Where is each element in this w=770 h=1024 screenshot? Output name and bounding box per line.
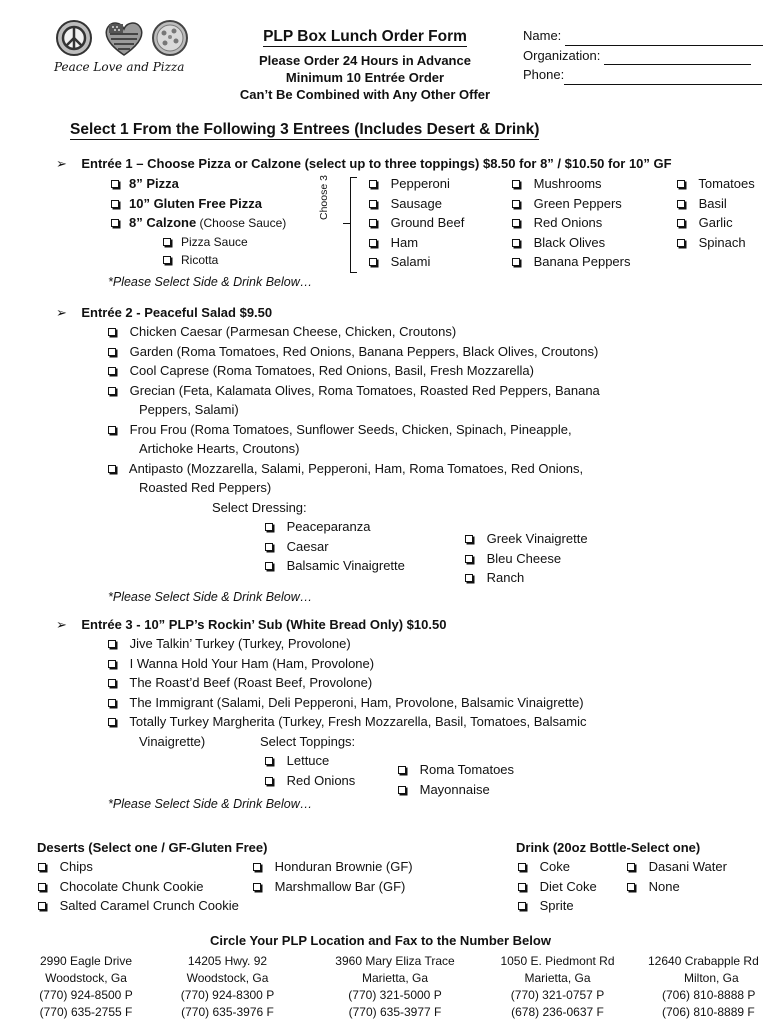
- bullet-arrow-icon: ➢: [56, 156, 67, 171]
- location-5[interactable]: [644, 953, 770, 1021]
- topping-item[interactable]: Spinach: [677, 233, 755, 253]
- desert-item[interactable]: Salted Caramel Crunch Cookie: [38, 896, 239, 916]
- location-phone: (770) 924-8300 P: [180, 988, 275, 1002]
- deserts-right: [253, 857, 413, 896]
- toppings-col1: [369, 174, 464, 272]
- name-label: Name:: [523, 28, 562, 43]
- location-phone: (770) 321-0757 P: [510, 988, 605, 1002]
- location-city: Woodstock, Ga: [186, 971, 269, 985]
- checkbox[interactable]: [518, 863, 526, 871]
- topping-item[interactable]: Basil: [677, 194, 755, 214]
- location-fax: (770) 635-3976 F: [181, 1005, 274, 1019]
- option-8in-calzone[interactable]: 8” Calzone (Choose Sauce): [111, 213, 286, 233]
- checkbox[interactable]: [111, 219, 119, 227]
- checkbox[interactable]: [111, 200, 119, 208]
- checkbox[interactable]: [518, 883, 526, 891]
- checkbox[interactable]: [512, 258, 520, 266]
- drinks-left: [518, 857, 597, 916]
- organization-field[interactable]: [604, 52, 751, 65]
- desert-item[interactable]: Marshmallow Bar (GF): [253, 877, 413, 897]
- topping-item[interactable]: Garlic: [677, 213, 755, 233]
- salad-item[interactable]: Chicken Caesar (Parmesan Cheese, Chicken, Croutons): [108, 322, 600, 342]
- salad-list: [108, 322, 600, 498]
- checkbox[interactable]: [108, 679, 116, 687]
- checkbox[interactable]: [265, 777, 273, 785]
- checkbox[interactable]: [465, 574, 473, 582]
- checkbox[interactable]: [108, 718, 116, 726]
- toppings-brace-tick: [343, 223, 350, 224]
- checkbox[interactable]: [398, 766, 406, 774]
- name-field[interactable]: [565, 33, 763, 46]
- dressings-right: [465, 529, 588, 588]
- checkbox[interactable]: [465, 535, 473, 543]
- checkbox[interactable]: [677, 239, 685, 247]
- choose-3-label: Choose 3: [318, 175, 330, 220]
- pizza-icon: [150, 18, 190, 58]
- select-heading: Select 1 From the Following 3 Entrees (Includes Desert & Drink): [70, 121, 540, 138]
- form-title: PLP Box Lunch Order Form: [263, 28, 467, 45]
- salad-item-cont: Peppers, Salami): [139, 402, 239, 417]
- checkbox[interactable]: [512, 180, 520, 188]
- checkbox[interactable]: [38, 863, 46, 871]
- checkbox[interactable]: [369, 258, 377, 266]
- toppings-col3: [677, 174, 755, 252]
- drinks-heading: Drink (20oz Bottle-Select one): [516, 840, 701, 855]
- minimum-order: Minimum 10 Entrée Order: [285, 70, 445, 85]
- topping-item[interactable]: Red Onions: [512, 213, 630, 233]
- organization-label: Organization:: [523, 47, 601, 63]
- topping-item[interactable]: Green Peppers: [512, 194, 630, 214]
- checkbox[interactable]: [38, 902, 46, 910]
- topping-item[interactable]: Tomatoes: [677, 174, 755, 194]
- logo: [52, 18, 202, 80]
- checkbox[interactable]: [38, 883, 46, 891]
- checkbox[interactable]: [163, 238, 171, 246]
- checkbox[interactable]: [108, 465, 116, 473]
- checkbox[interactable]: [253, 863, 261, 871]
- topping-item[interactable]: Mushrooms: [512, 174, 630, 194]
- location-city: Milton, Ga: [684, 971, 739, 985]
- bullet-arrow-icon: ➢: [56, 305, 67, 320]
- location-fax: (770) 635-2755 F: [39, 1005, 133, 1019]
- location-2[interactable]: [170, 953, 285, 1021]
- location-street: 14205 Hwy. 92: [187, 954, 268, 968]
- topping-item[interactable]: Salami: [369, 252, 464, 272]
- peace-sign-icon: [54, 18, 94, 58]
- location-fax: (706) 810-8889 F: [662, 1005, 755, 1019]
- drinks-right: [627, 857, 727, 896]
- salad-item[interactable]: Garden (Roma Tomatoes, Red Onions, Banana Peppers, Black Olives, Croutons): [108, 342, 600, 362]
- dressing-item[interactable]: Bleu Cheese: [465, 549, 588, 569]
- phone-field[interactable]: [564, 72, 762, 85]
- drink-item[interactable]: None: [627, 877, 727, 897]
- heart-flag-icon: [102, 18, 146, 58]
- deserts-heading: Deserts (Select one / GF-Gluten Free): [37, 840, 268, 855]
- sub-item[interactable]: The Roast’d Beef (Roast Beef, Provolone): [108, 673, 586, 693]
- dressing-item[interactable]: Greek Vinaigrette: [465, 529, 588, 549]
- location-street: 12640 Crabapple Rd: [648, 954, 759, 968]
- checkbox[interactable]: [677, 200, 685, 208]
- checkbox[interactable]: [518, 902, 526, 910]
- sub-list: [108, 634, 586, 732]
- salad-item[interactable]: Grecian (Feta, Kalamata Olives, Roma Tomatoes, Roasted Red Peppers, Banana: [108, 381, 600, 401]
- toppings-brace: [350, 177, 357, 273]
- location-fax: (770) 635-3977 F: [348, 1005, 442, 1019]
- checkbox[interactable]: [677, 180, 685, 188]
- location-city: Marietta, Ga: [524, 971, 591, 985]
- sauce-ricotta[interactable]: Ricotta: [111, 251, 286, 269]
- topping-item[interactable]: Pepperoni: [369, 174, 464, 194]
- checkbox[interactable]: [369, 219, 377, 227]
- option-8in-pizza[interactable]: 8” Pizza: [111, 174, 286, 194]
- dressings-left: [265, 517, 405, 576]
- location-1[interactable]: [30, 953, 142, 1021]
- checkbox[interactable]: [108, 426, 116, 434]
- checkbox[interactable]: [265, 562, 273, 570]
- checkbox[interactable]: [369, 239, 377, 247]
- sub-topping-item[interactable]: Mayonnaise: [398, 780, 514, 800]
- locations-heading: Circle Your PLP Location and Fax to the Number Below: [210, 933, 551, 948]
- location-4[interactable]: [485, 953, 630, 1021]
- sub-toppings-label: Select Toppings:: [260, 734, 356, 749]
- checkbox[interactable]: [253, 883, 261, 891]
- checkbox[interactable]: [369, 200, 377, 208]
- checkbox[interactable]: [163, 256, 171, 264]
- location-street: 3960 Mary Eliza Trace: [335, 954, 455, 968]
- dressing-item[interactable]: Peaceparanza: [265, 517, 405, 537]
- sub-toppings-left: [265, 751, 355, 790]
- location-city: Woodstock, Ga: [45, 971, 127, 985]
- salad-item-cont: Roasted Red Peppers): [139, 480, 272, 495]
- location-street: 2990 Eagle Drive: [39, 954, 133, 968]
- location-street: 1050 E. Piedmont Rd: [500, 954, 615, 968]
- checkbox[interactable]: [369, 180, 377, 188]
- location-phone: (706) 810-8888 P: [662, 988, 756, 1002]
- checkbox[interactable]: [108, 640, 116, 648]
- desert-item[interactable]: Honduran Brownie (GF): [253, 857, 413, 877]
- desert-item[interactable]: Chips: [38, 857, 239, 877]
- drink-item[interactable]: Coke: [518, 857, 597, 877]
- topping-item[interactable]: Sausage: [369, 194, 464, 214]
- phone-label: Phone:: [523, 67, 565, 82]
- desert-item[interactable]: Chocolate Chunk Cookie: [38, 877, 239, 897]
- sub-item[interactable]: I Wanna Hold Your Ham (Ham, Provolone): [108, 654, 586, 674]
- location-3[interactable]: [320, 953, 470, 1021]
- sub-topping-item[interactable]: Red Onions: [265, 771, 355, 791]
- topping-item[interactable]: Black Olives: [512, 233, 630, 253]
- bullet-arrow-icon: ➢: [56, 617, 67, 632]
- entree1-options: [111, 174, 286, 269]
- checkbox[interactable]: [677, 219, 685, 227]
- checkbox[interactable]: [108, 328, 116, 336]
- entree2-note: *Please Select Side & Drink Below…: [108, 590, 313, 604]
- checkbox[interactable]: [512, 219, 520, 227]
- dressing-item[interactable]: Ranch: [465, 568, 588, 588]
- checkbox[interactable]: [465, 555, 473, 563]
- location-city: Marietta, Ga: [361, 971, 429, 985]
- location-fax: (678) 236-0637 F: [511, 1005, 604, 1019]
- sub-item[interactable]: The Immigrant (Salami, Deli Pepperoni, Ham, Provolone, Balsamic Vinaigrette): [108, 693, 586, 713]
- checkbox[interactable]: [398, 786, 406, 794]
- checkbox[interactable]: [512, 200, 520, 208]
- checkbox[interactable]: [108, 348, 116, 356]
- salad-item[interactable]: Frou Frou (Roma Tomatoes, Sunflower Seeds, Chicken, Spinach, Pineapple,: [108, 420, 600, 440]
- topping-item[interactable]: Ground Beef: [369, 213, 464, 233]
- checkbox[interactable]: [111, 180, 119, 188]
- toppings-col2: [512, 174, 630, 272]
- entree3-title: ➢ Entrée 3 - 10” PLP’s Rockin’ Sub (White Bread Only) $10.50: [56, 617, 447, 632]
- option-10in-gf-pizza[interactable]: 10” Gluten Free Pizza: [111, 194, 286, 214]
- contact-fields: [523, 26, 770, 85]
- salad-item[interactable]: Antipasto (Mozzarella, Salami, Pepperoni, Ham, Roma Tomatoes, Red Onions,: [108, 459, 600, 479]
- dressing-item[interactable]: Caesar: [265, 537, 405, 557]
- checkbox[interactable]: [108, 699, 116, 707]
- checkbox[interactable]: [265, 543, 273, 551]
- drink-item[interactable]: Diet Coke: [518, 877, 597, 897]
- sub-topping-item[interactable]: Lettuce: [265, 751, 355, 771]
- no-combine-notice: Can’t Be Combined with Any Other Offer: [239, 87, 491, 102]
- dressing-item[interactable]: Balsamic Vinaigrette: [265, 556, 405, 576]
- entree3-note: *Please Select Side & Drink Below…: [108, 797, 313, 811]
- salad-item[interactable]: Cool Caprese (Roma Tomatoes, Red Onions, Basil, Fresh Mozzarella): [108, 361, 600, 381]
- drink-item[interactable]: Dasani Water: [627, 857, 727, 877]
- salad-item-cont: Artichoke Hearts, Croutons): [139, 441, 300, 456]
- deserts-left: [38, 857, 239, 916]
- sub-toppings-right: [398, 760, 514, 799]
- sub-item-cont: Vinaigrette): [139, 734, 206, 749]
- checkbox[interactable]: [108, 367, 116, 375]
- checkbox[interactable]: [108, 660, 116, 668]
- checkbox[interactable]: [627, 883, 635, 891]
- checkbox[interactable]: [512, 239, 520, 247]
- form-header: [215, 28, 515, 102]
- sub-item[interactable]: Totally Turkey Margherita (Turkey, Fresh Mozzarella, Basil, Tomatoes, Balsamic: [108, 712, 586, 732]
- entree2-title: ➢ Entrée 2 - Peaceful Salad $9.50: [56, 305, 273, 320]
- logo-text: Peace Love and Pizza: [54, 60, 185, 74]
- checkbox[interactable]: [108, 387, 116, 395]
- sub-topping-item[interactable]: Roma Tomatoes: [398, 760, 514, 780]
- topping-item[interactable]: Banana Peppers: [512, 252, 630, 272]
- location-phone: (770) 924-8500 P: [39, 988, 133, 1002]
- location-phone: (770) 321-5000 P: [348, 988, 442, 1002]
- entree1-title: ➢ Entrée 1 – Choose Pizza or Calzone (select up to three toppings) $8.50 for 8” / $10.50 for 10” GF: [56, 156, 672, 171]
- checkbox[interactable]: [265, 757, 273, 765]
- sub-item[interactable]: Jive Talkin’ Turkey (Turkey, Provolone): [108, 634, 586, 654]
- topping-item[interactable]: Ham: [369, 233, 464, 253]
- advance-notice: Please Order 24 Hours in Advance: [259, 53, 471, 68]
- drink-item[interactable]: Sprite: [518, 896, 597, 916]
- checkbox[interactable]: [627, 863, 635, 871]
- checkbox[interactable]: [265, 523, 273, 531]
- sauce-pizza-sauce[interactable]: Pizza Sauce: [111, 233, 286, 251]
- entree1-note: *Please Select Side & Drink Below…: [108, 275, 313, 289]
- dressing-label: Select Dressing:: [212, 500, 307, 515]
